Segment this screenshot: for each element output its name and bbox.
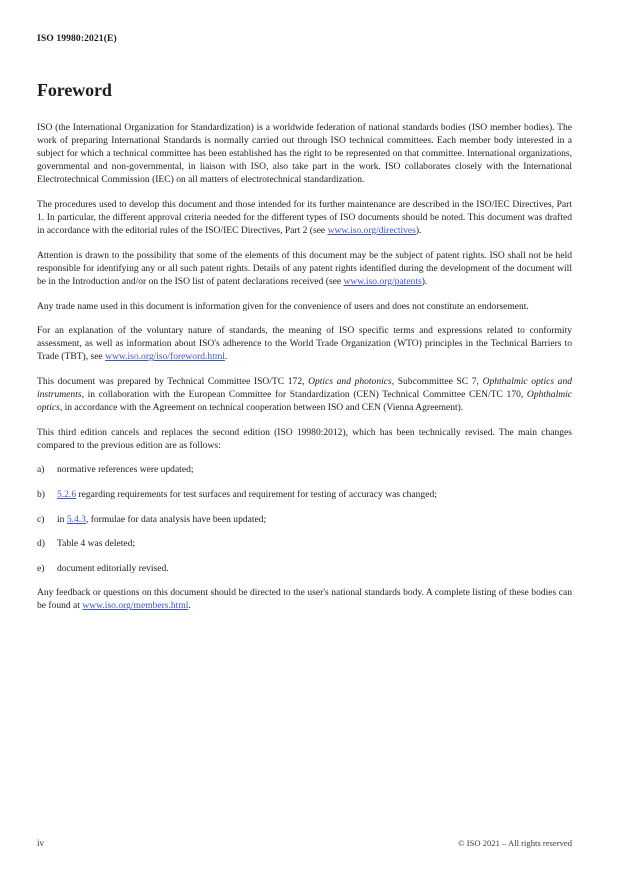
- link-iso-patents[interactable]: www.iso.org/patents: [343, 275, 422, 287]
- paragraph-text-part: ).: [415, 225, 422, 237]
- paragraph-procedures: [37, 198, 572, 237]
- link-clause-526[interactable]: 5.2.6: [57, 488, 77, 500]
- list-item: [37, 537, 572, 550]
- paragraph-committee: [37, 375, 572, 414]
- list-marker: a): [37, 464, 45, 476]
- paragraph-text: ISO (the International Organization for Standardization) is a worldwide federation of national standards bodies (ISO member bodies). The work of preparing International Standards is normally carried out through ISO technical committees. Each member body interested in a subject for which a technical committee has been established has the right to be represented on that committee. International organizations, governmental and non-governmental, in liaison with ISO, also take part in the work. ISO collaborates closely with the International Electrotechnical Commission (IEC) on all matters of electrotechnical standardization.: [37, 122, 572, 186]
- link-iso-members[interactable]: www.iso.org/members.html: [82, 600, 189, 612]
- link-clause-543[interactable]: 5.4.3: [66, 513, 86, 525]
- list-item-text-before: Table 4 was deleted;: [57, 538, 136, 550]
- paragraph-scope-of-iso: [37, 121, 572, 186]
- paragraph-text-part: Attention is drawn to the possibility that some of the elements of this document may be the subject of patent rights. ISO shall not be held responsible for identifying any or all such patent rights. Details of any patent rights identified during the development of the document will be in the Introduction and/or on the ISO list of patent declarations received (see: [37, 249, 572, 287]
- paragraph-feedback: [37, 586, 572, 612]
- paragraph-third-edition: [37, 426, 572, 452]
- paragraph-text-part: , in accordance with the Agreement on technical cooperation between ISO and CEN (Vienna Agreement).: [59, 402, 464, 414]
- list-marker: b): [37, 488, 45, 500]
- list-marker: e): [37, 562, 45, 574]
- list-item-text-after: , formulae for data analysis have been updated;: [85, 513, 267, 525]
- page-title: Foreword: [37, 80, 112, 100]
- list-item: [37, 488, 572, 501]
- paragraph-text-part: The procedures used to develop this document and those intended for its further maintenance are described in the ISO/IEC Directives, Part 1. In particular, the different approval criteria needed for the different types of ISO documents should be noted. This document was drafted in accordance with the editorial rules of the ISO/IEC Directives, Part 2 (see: [37, 198, 572, 237]
- list-item-text-before: in: [57, 513, 67, 525]
- list-marker: d): [37, 538, 45, 550]
- paragraph-text: This third edition cancels and replaces the second edition (ISO 19980:2012), which has been technically revised. The main changes compared to the previous edition are as follows:: [37, 426, 572, 451]
- paragraph-patent-rights: [37, 249, 572, 288]
- paragraph-voluntary-nature: [37, 324, 572, 363]
- paragraph-text-part: This document was prepared by Technical Committee ISO/TC 172,: [37, 375, 309, 387]
- paragraph-trade-name: [37, 300, 572, 313]
- committee-title-optics-photonics: Optics and photonics: [308, 375, 392, 387]
- paragraph-text-part: , Subcommittee SC 7,: [391, 375, 483, 387]
- list-item-text-after: regarding requirements for test surfaces and requirement for testing of accuracy was changed;: [76, 488, 437, 500]
- paragraph-text: Any trade name used in this document is information given for the convenience of users and does not constitute an endorsement.: [37, 300, 529, 312]
- paragraph-text-part: Any feedback or questions on this document should be directed to the user's national standards body. A complete listing of these bodies can be found at: [37, 587, 572, 612]
- paragraph-text-part: For an explanation of the voluntary nature of standards, the meaning of ISO specific terms and expressions related to conformity assessment, as well as information about ISO's adherence to the World Trade Organization (WTO) principles in the Technical Barriers to Trade (TBT), see: [37, 325, 572, 363]
- list-item: [37, 562, 572, 575]
- list-marker: c): [37, 513, 45, 525]
- paragraph-text-part: .: [188, 600, 191, 612]
- link-iso-foreword[interactable]: www.iso.org/iso/foreword.html: [105, 351, 225, 363]
- running-head: ISO 19980:2021(E): [37, 33, 117, 44]
- page-footer: [37, 838, 572, 848]
- list-item: [37, 463, 572, 476]
- page-number: iv: [37, 838, 45, 848]
- paragraph-text-part: , in collaboration with the European Committee for Standardization (CEN) Technical Committee CEN/TC 170,: [81, 389, 527, 400]
- committee-title-ophthalmic-optics-instruments: Ophthalmic optics and instruments: [37, 375, 572, 400]
- committee-title-ophthalmic-optics: Ophthalmic optics: [37, 389, 572, 414]
- paragraph-text-part: ).: [421, 275, 428, 287]
- list-item-text-before: normative references were updated;: [57, 464, 194, 476]
- list-item: [37, 513, 572, 526]
- list-item-text-before: document editorially revised.: [57, 562, 169, 574]
- link-iso-directives[interactable]: www.iso.org/directives: [327, 225, 416, 237]
- copyright-notice: © ISO 2021 – All rights reserved: [458, 838, 572, 848]
- document-content: [37, 80, 572, 624]
- paragraph-text-part: .: [224, 351, 228, 363]
- changes-list: [37, 463, 572, 574]
